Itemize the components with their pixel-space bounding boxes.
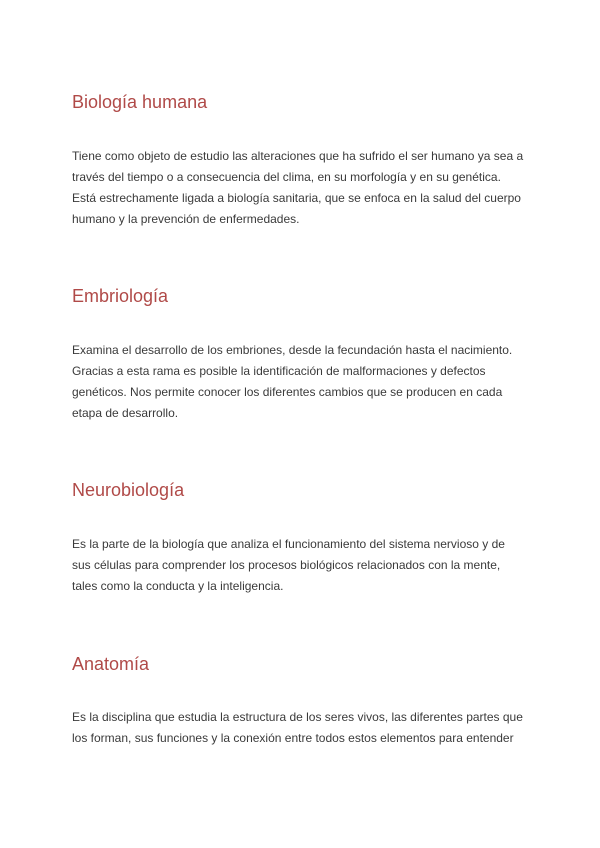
section-anatomia-body [72,707,532,749]
paragraph-line: genéticos. Nos permite conocer los diferentes cambios que se producen en cada [72,385,503,399]
paragraph-line: través del tiempo o a consecuencia del clima, en su morfología y en su genética. [72,170,501,184]
paragraph-line: Está estrechamente ligada a biología sanitaria, que se enfoca en la salud del cuerpo [72,191,521,205]
section-neurobiologia [72,479,532,501]
paragraph-line: tales como la conducta y la inteligencia. [72,579,284,593]
section-biologia-humana [72,91,532,113]
paragraph-line: etapa de desarrollo. [72,406,179,420]
section-neurobiologia-body [72,534,532,597]
section-title: Biología humana [72,92,208,112]
section-title: Anatomía [72,654,150,674]
section-paragraph [72,146,532,230]
section-paragraph [72,534,532,597]
paragraph-line: sus células para comprender los procesos biológicos relacionados con la mente, [72,558,501,572]
section-biologia-humana-body [72,146,532,230]
paragraph-line: Examina el desarrollo de los embriones, desde la fecundación hasta el nacimiento. [72,343,513,357]
section-embriologia-body [72,340,532,424]
section-paragraph [72,707,532,749]
section-paragraph [72,340,532,424]
paragraph-line: Gracias a esta rama es posible la identificación de malformaciones y defectos [72,364,486,378]
paragraph-line: Tiene como objeto de estudio las alteraciones que ha sufrido el ser humano ya sea a [72,149,524,163]
paragraph-line: Es la parte de la biología que analiza el funcionamiento del sistema nervioso y de [72,537,505,551]
paragraph-line: humano y la prevención de enfermedades. [72,212,300,226]
section-title: Neurobiología [72,480,185,500]
section-embriologia [72,285,532,307]
paragraph-line: Es la disciplina que estudia la estructura de los seres vivos, las diferentes partes que [72,710,523,724]
section-anatomia [72,653,532,675]
paragraph-line: los forman, sus funciones y la conexión entre todos estos elementos para entender [72,731,514,745]
section-title: Embriología [72,286,169,306]
